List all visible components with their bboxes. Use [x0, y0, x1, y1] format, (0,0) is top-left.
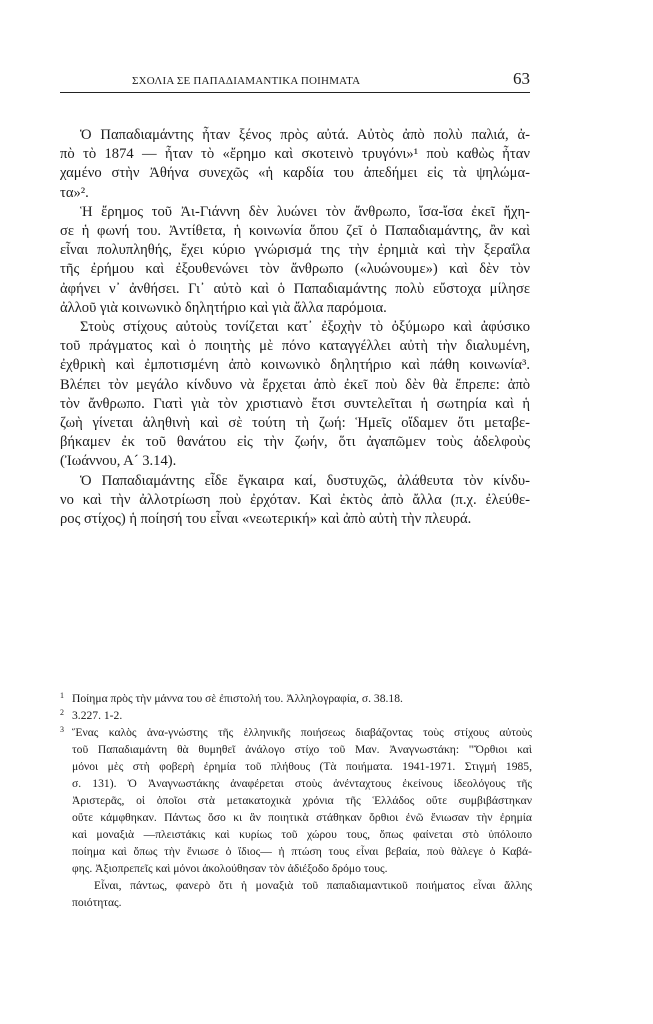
- footnote-line: ποιότητας.: [72, 896, 122, 909]
- footnote-line: Ἀριστερᾶς, οἱ ὁποῖοι στὰ μετακατοχικὰ χρόνια τῆς Ἑλλάδος οὔτε συμβιβάστηκαν: [72, 794, 532, 807]
- text-line: Ἡ ἔρημος τοῦ Ἀι-Γιάννη δὲν λυώνει τὸν ἄνθρωπο, ἴσα-ἴσα ἐκεῖ ἤχη-: [80, 203, 530, 220]
- text-line: Βλέπει τὸν μεγάλο κίνδυνο νὰ ἔρχεται ἀπὸ ἐκεῖ ποὺ δὲν θὰ ἔπρεπε: ἀπὸ: [60, 376, 530, 393]
- footnote-line: οὔτε κάμφθηκαν. Πάντως ὅσο κι ἂν ποιητικὰ στάθηκαν ὄρθιοι ἐνῶ ἔνιωσαν τὴν ἐρημία: [72, 811, 532, 824]
- text-line: τῆς ἐρήμου καὶ ἐξουθενώνει τὸν ἄνθρωπο («λυώνουμε») καὶ δὲν τὸν: [60, 261, 530, 278]
- footnote-line: ποίημα καὶ ὅπως τὴν ἔνιωσε ὁ ἴδιος— ἡ πτώση τους εἶναι βεβαία, ποὺ θὰλεγε ὁ Καβά-: [72, 845, 532, 858]
- footnote-mark: 1: [60, 691, 64, 700]
- footnote-line: 3.227. 1-2.: [72, 709, 123, 722]
- text-line: ἐχθρικὴ καὶ ἐμποτισμένη ἀπὸ κοινωνικὸ δηλητήριο καὶ πάθη κοινωνία³.: [60, 357, 530, 374]
- text-line: ρος στίχος) ἡ ποίησή του εἶναι «νεωτερική» καὶ ἀπὸ αὐτὴ τὴν πλευρά.: [60, 511, 472, 528]
- footnote: [60, 724, 532, 911]
- footnote-line: σ. 131). Ὁ Ἀναγνωστάκης ἀναφέρεται στοὺς ἀνένταχτους ἐκείνους ἰδεολόγους τῆς: [72, 777, 532, 790]
- footnote-line: Ἕνας καλὸς ἀνα-γνώστης τῆς ἑλληνικῆς ποιήσεως διαβάζοντας τοὺς στίχους αὐτοὺς: [72, 726, 532, 739]
- footnote: [60, 707, 532, 724]
- running-header: [60, 66, 530, 93]
- text-line: εἶναι πολυπληθής, ἔχει κύριο γνώρισμά της τὴν ἐρημιὰ καὶ τὴν ξεραΐλα: [60, 242, 530, 259]
- text-line: Ὁ Παπαδιαμάντης ἦταν ξένος πρὸς αὐτά. Αὐτὸς ἀπὸ πολὺ παλιά, ἀ-: [80, 127, 530, 143]
- text-line: νο καὶ τὴν ἀλλοτρίωση ποὺ ἐρχόταν. Καὶ ἐκτὸς ἀπὸ ἄλλα (π.χ. ἐλεύθε-: [60, 491, 530, 508]
- footnote-mark: 3: [60, 725, 64, 734]
- footnote-line: φης. Ἀξιοπρεπεῖς καὶ μόνοι ἀκολούθησαν τὸν ἀδιέξοδο δρόμο τους.: [72, 862, 388, 875]
- footnotes: [60, 690, 532, 911]
- footnote-line: καὶ μοναξιὰ —πλειστάκις καὶ κυρίως τοῦ χώρου τους, ὅπως φαίνεται στὸ ὑπόλοιπο: [72, 828, 532, 841]
- main-text: [60, 126, 530, 529]
- footnote: [60, 690, 532, 707]
- footnote-line: τοῦ Παπαδιαμάντη θὰ θυμηθεῖ ἀνάλογο στίχο τοῦ Μαν. Ἀναγνωστάκη: "Ὄρθιοι καὶ: [72, 743, 532, 756]
- text-line: ἀλλοῦ γιὰ κοινωνικὸ δηλητήριο καὶ γιὰ ἄλλα παρόμοια.: [60, 299, 387, 316]
- running-title: ΣΧΟΛΙΑ ΣΕ ΠΑΠΑΔΙΑΜΑΝΤΙΚΑ ΠΟΙΗΜΑΤΑ: [132, 75, 361, 87]
- text-line: τὸν ἄνθρωπο. Γιατὶ γιὰ τὸν χριστιανὸ ἔτσι συντελεῖται ἡ σωτηρία καὶ ἡ: [60, 395, 530, 412]
- text-line: τοῦ πράγματος καὶ ὁ ποιητὴς μὲ πόνο καταγγέλλει αὐτὴ τὴν διαλυμένη,: [60, 338, 530, 355]
- text-line: πὸ τὸ 1874 — ἦταν τὸ «ἔρημο καὶ σκοτεινὸ τρυγόνι»¹ ποὺ καθὼς ἦταν: [60, 146, 530, 163]
- footnote-line: Εἶναι, πάντως, φανερὸ ὅτι ἡ μοναξιὰ τοῦ παπαδιαμαντικοῦ ποιήματος εἶναι ἄλλης: [94, 879, 532, 892]
- text-line: Ὁ Παπαδιαμάντης εἶδε ἔγκαιρα καί, δυστυχῶς, ἀλάθευτα τὸν κίνδυ-: [80, 472, 530, 489]
- footnote-line: Ποίημα πρὸς τὴν μάννα του σὲ ἐπιστολή του. Ἀλληλογραφία, σ. 38.18.: [72, 692, 403, 705]
- footnote-mark: 2: [60, 708, 64, 717]
- text-line: ζωὴ γίνεται ἀληθινὴ καὶ σὲ τούτη τὴ ζωή: Ἡμεῖς οἴδαμεν ὅτι μεταβε-: [60, 415, 530, 432]
- text-line: Στοὺς στίχους αὐτοὺς τονίζεται κατ᾿ ἐξοχὴν τὸ ὀξύμωρο καὶ ἀφύσικο: [80, 319, 530, 336]
- text-line: βήκαμεν ἐκ τοῦ θανάτου εἰς τὴν ζωήν, ὅτι ἀγαπῶμεν τοὺς ἀδελφοὺς: [60, 434, 530, 451]
- text-line: σε ἡ φωνή του. Ἀντίθετα, ἡ κοινωνία ὅπου ζεῖ ὁ Παπαδιαμάντης, ἂν καὶ: [60, 223, 530, 240]
- text-line: τα»².: [60, 184, 89, 201]
- text-line: ἀφήνει ν᾿ ἀνθήσει. Γι᾿ αὐτὸ καὶ ὁ Παπαδιαμάντης πολὺ εὔστοχα μίλησε: [60, 280, 530, 297]
- footnote-line: μόνοι μὲς στὴ φοβερὴ ἐρημία τοῦ πλήθους (Τὰ ποιήματα. 1941-1971. Στιγμή 1985,: [72, 760, 532, 773]
- text-line: χαμένο στὴν Ἀθήνα συνεχῶς «ἡ καρδία του ἀπεδήμει εἰς τὰ ψηλώμα-: [60, 165, 530, 182]
- text-line: (Ἰωάννου, Α´ 3.14).: [60, 453, 177, 470]
- page-number: 63: [513, 69, 530, 88]
